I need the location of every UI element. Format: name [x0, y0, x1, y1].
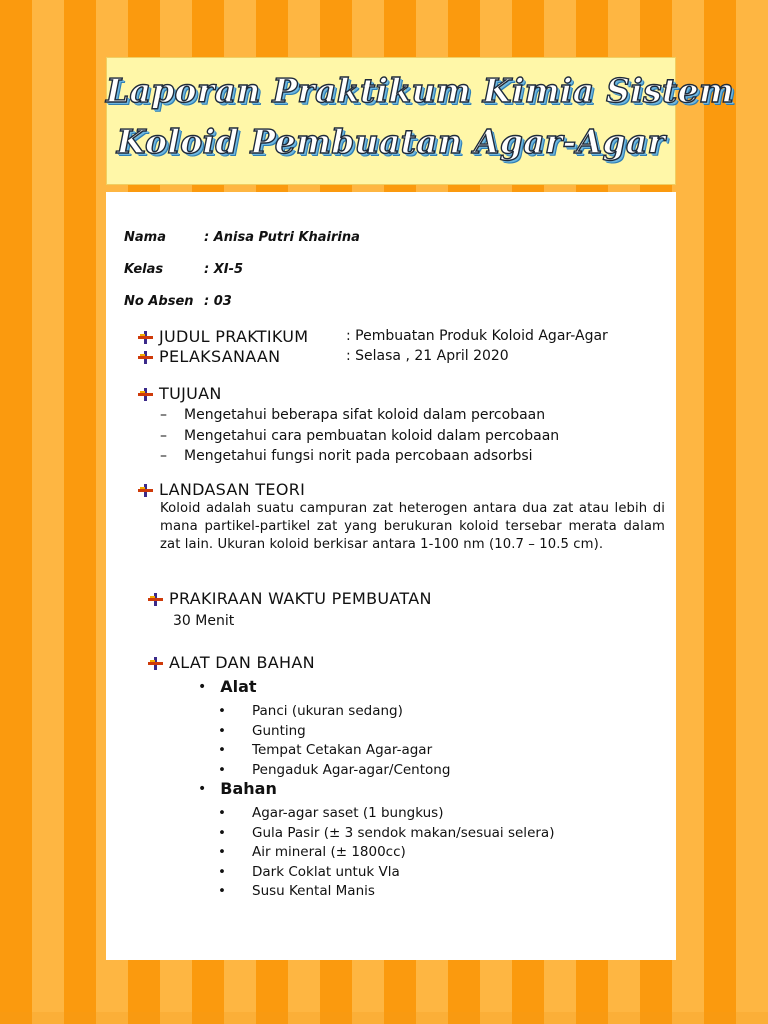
list-item: • Gula Pasir (± 3 sendok makan/sesuai selera) — [216, 825, 554, 845]
alat-list — [216, 703, 450, 781]
list-item: • Tempat Cetakan Agar-agar — [216, 742, 450, 762]
nama-label: Nama — [124, 230, 166, 245]
bahan-heading — [198, 779, 277, 798]
bahan-label: Bahan — [220, 779, 277, 798]
judul-value: : Pembuatan Produk Koloid Agar-Agar — [346, 328, 608, 344]
prakiraan-label: PRAKIRAAN WAKTU PEMBUATAN — [169, 589, 432, 608]
arrow-bullet-icon — [138, 484, 153, 497]
nama-value: : Anisa Putri Khairina — [204, 230, 360, 245]
arrow-bullet-icon — [138, 351, 153, 364]
identity-kelas — [124, 262, 243, 277]
page-bottom-edge — [0, 1012, 768, 1024]
arrow-bullet-icon — [138, 331, 153, 344]
list-item: • Panci (ukuran sedang) — [216, 703, 450, 723]
pelaksanaan-value: : Selasa , 21 April 2020 — [346, 348, 509, 364]
landasan-text: Koloid adalah suatu campuran zat heterogen antara dua zat atau lebih di mana partikel-partikel zat yang berukuran koloid tersebar merata dalam zat lain. Ukuran koloid berkisar antara 1-100 nm (10.7 – 10.5 cm). — [160, 501, 665, 552]
identity-nama — [124, 230, 360, 245]
section-pelaksanaan — [138, 347, 509, 366]
alat-heading — [198, 677, 257, 696]
list-item: • Pengaduk Agar-agar/Centong — [216, 762, 450, 782]
tujuan-label: TUJUAN — [159, 384, 222, 403]
title-line-1: Laporan Praktikum Kimia Sistem — [106, 71, 735, 110]
bahan-list — [216, 805, 554, 903]
arrow-bullet-icon — [148, 593, 163, 606]
report-card — [106, 192, 676, 960]
kelas-value: : XI-5 — [204, 262, 244, 277]
pelaksanaan-label: PELAKSANAAN — [159, 347, 281, 366]
section-landasan — [138, 480, 305, 499]
section-judul — [138, 327, 608, 346]
title-line-2: Koloid Pembuatan Agar-Agar — [116, 122, 666, 161]
arrow-bullet-icon — [148, 657, 163, 670]
list-item: • Gunting — [216, 723, 450, 743]
section-tujuan — [138, 384, 222, 403]
prakiraan-value: 30 Menit — [173, 613, 235, 629]
kelas-label: Kelas — [124, 262, 164, 277]
identity-absen — [124, 294, 232, 309]
list-item: • Agar-agar saset (1 bungkus) — [216, 805, 554, 825]
absen-label: No Absen — [124, 294, 194, 309]
section-alat-bahan — [148, 653, 315, 672]
tujuan-list — [160, 407, 559, 469]
list-item: – Mengetahui cara pembuatan koloid dalam percobaan — [160, 428, 559, 449]
section-prakiraan — [148, 589, 432, 608]
list-item: • Air mineral (± 1800cc) — [216, 844, 554, 864]
list-item: • Dark Coklat untuk Vla — [216, 864, 554, 884]
alat-label: Alat — [220, 677, 257, 696]
bullet-dot-icon: • — [198, 781, 207, 797]
judul-label: JUDUL PRAKTIKUM — [159, 327, 309, 346]
list-item: – Mengetahui fungsi norit pada percobaan adsorbsi — [160, 448, 559, 469]
alat-bahan-label: ALAT DAN BAHAN — [169, 653, 315, 672]
absen-value: : 03 — [204, 294, 232, 309]
arrow-bullet-icon — [138, 388, 153, 401]
title-banner — [106, 57, 735, 185]
landasan-label: LANDASAN TEORI — [159, 480, 306, 499]
bullet-dot-icon: • — [198, 679, 207, 695]
list-item: • Susu Kental Manis — [216, 883, 554, 903]
list-item: – Mengetahui beberapa sifat koloid dalam percobaan — [160, 407, 559, 428]
